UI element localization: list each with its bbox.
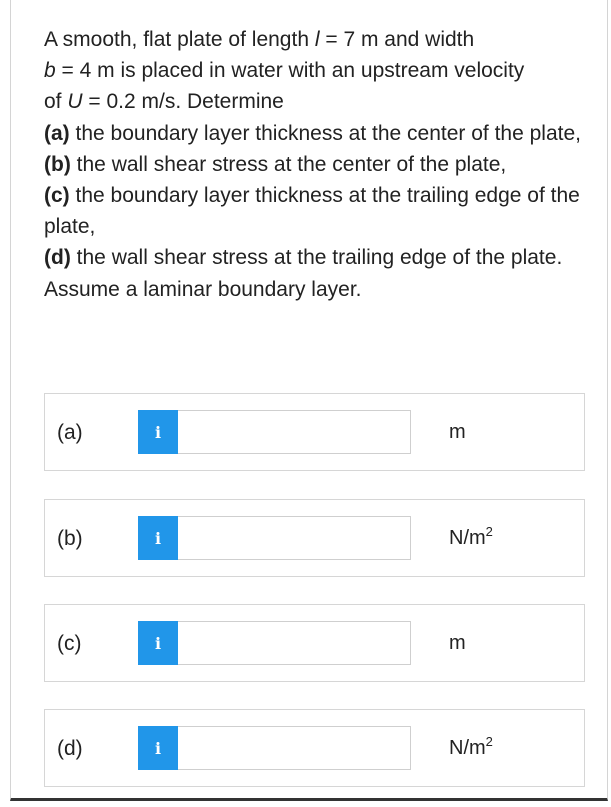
answer-label-b: (b): [57, 527, 83, 550]
answer-label-c: (c): [57, 632, 82, 655]
part-b-text: (b) the wall shear stress at the center of the plate,: [44, 152, 507, 176]
answer-row-b: [44, 499, 585, 577]
info-icon[interactable]: i: [138, 410, 178, 454]
answer-input-c[interactable]: [178, 621, 411, 665]
answer-row-a: [44, 393, 585, 471]
answer-input-a[interactable]: [178, 410, 411, 454]
answer-row-d: [44, 709, 585, 787]
answer-input-b[interactable]: [178, 516, 411, 560]
answer-row-c: [44, 604, 585, 682]
info-icon[interactable]: i: [138, 621, 178, 665]
problem-intro: A smooth, flat plate of length l = 7 m and width b = 4 m is placed in water with an upstream velocity of U = 0.2 m/s. Determine: [44, 28, 525, 114]
assumption-text: Assume a laminar boundary layer.: [44, 277, 362, 301]
problem-statement: [44, 24, 584, 305]
answer-input-d[interactable]: [178, 726, 411, 770]
answer-label-d: (d): [57, 737, 83, 760]
info-icon[interactable]: i: [138, 516, 178, 560]
part-d-text: (d) the wall shear stress at the trailing edge of the plate.: [44, 246, 563, 270]
unit-label-c: m: [449, 632, 466, 654]
unit-label-d: $N/m^2$: [449, 734, 493, 759]
unit-label-a: m: [449, 421, 466, 443]
part-c-text: (c) the boundary layer thickness at the trailing edge of the plate,: [44, 184, 580, 239]
unit-label-b: $N/m^2$: [449, 524, 493, 549]
info-icon[interactable]: i: [138, 726, 178, 770]
part-a-text: (a) the boundary layer thickness at the center of the plate,: [44, 121, 581, 145]
answer-label-a: (a): [57, 421, 83, 444]
